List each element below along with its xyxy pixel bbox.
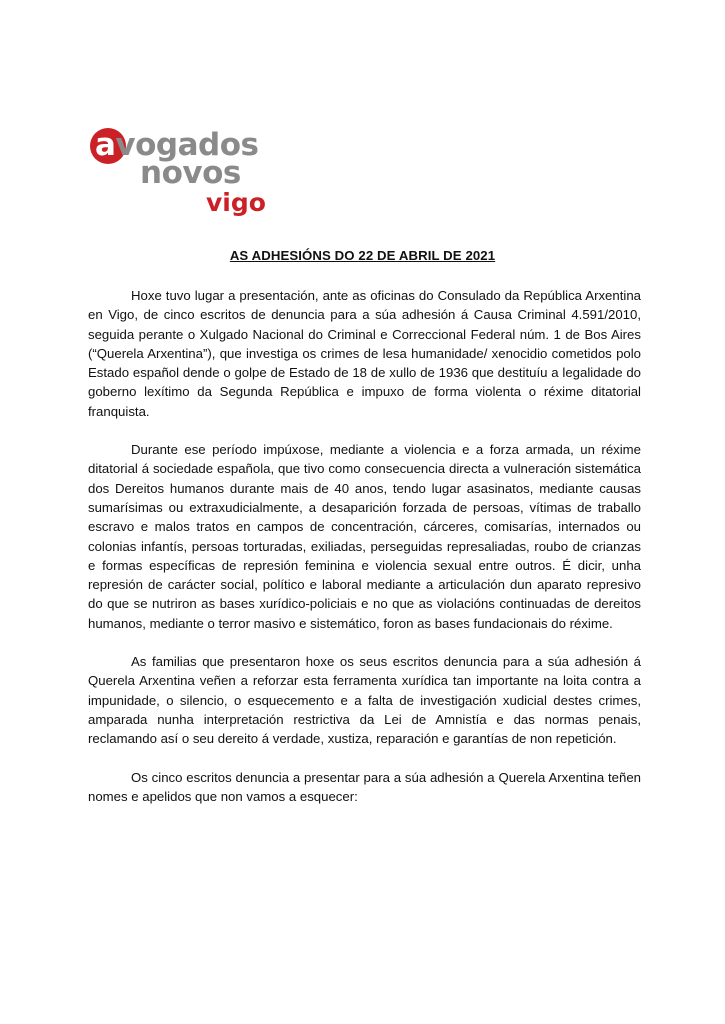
logo-graphic <box>86 112 276 222</box>
paragraph-3: As familias que presentaron hoxe os seus escritos denuncia para a súa adhesión á Querela Arxentina veñen a reforzar esta ferramenta xurídica tan importante na loita contra a impunidade, o silencio, o esquecemento e a falta de investigación xudicial destes crimes, amparada nunha interpretación restrictiva da Lei de Amnistía e das normas penais, reclamando así o seu dereito á verdade, xustiza, reparación e garantías de non repetición. <box>88 654 641 747</box>
logo-word-novos: novos <box>140 155 241 191</box>
paragraph-2: Durante ese período impúxose, mediante a violencia e a forza armada, un réxime ditatorial á sociedade española, que tivo como consecuencia directa a vulneración sistemática dos Dereitos humanos durante mais de 40 anos, tendo lugar asasinatos, mediante causas sumarísimas ou extraxudicialmente, a desaparición forzada de persoas, vítimas de traballo escravo e malos tratos en campos de concentración, cárceres, comisarías, internados ou colonias infantís, persoas torturadas, exiliadas, perseguidas represaliadas, roubo de crianzas e formas específicas de represión feminina e violencia sexual entre outros. É dicir, unha represión de carácter social, político e laboral mediante a articulación dun aparato represivo do que se nutriron as bases xurídico-policiais e no que as violacións continuadas de dereitos humanos, mediante o terror masivo e sistemático, foron as bases fundacionais do réxime. <box>88 442 641 631</box>
paragraph-4: Os cinco escritos denuncia a presentar para a súa adhesión a Querela Arxentina teñen nomes e apelidos que non vamos a esquecer: <box>88 769 641 804</box>
avogados-novos-vigo-logo <box>86 112 276 222</box>
logo-letters-rest: vogados <box>115 127 259 163</box>
logo-word-vigo: vigo <box>206 188 266 217</box>
document-body <box>88 286 641 825</box>
document-title: AS ADHESIÓNS DO 22 DE ABRIL DE 2021 <box>229 248 496 263</box>
logo-letter-a: a <box>95 127 116 163</box>
paragraph-1: Hoxe tuvo lugar a presentación, ante as oficinas do Consulado da República Arxentina en Vigo, de cinco escritos de denuncia para a súa adhesión á Causa Criminal 4.591/2010, seguida perante o Xulgado Nacional do Criminal e Correccional Federal núm. 1 de Bos Aires (“Querela Arxentina”), que investiga os crimes de lesa humanidade/ xenocidio cometidos polo Estado español dende o golpe de Estado de 18 de xullo de 1936 que destituíu a legalidade do goberno lexítimo da Segunda República e impuxo de forma violenta o réxime ditatorial franquista. <box>88 288 641 419</box>
